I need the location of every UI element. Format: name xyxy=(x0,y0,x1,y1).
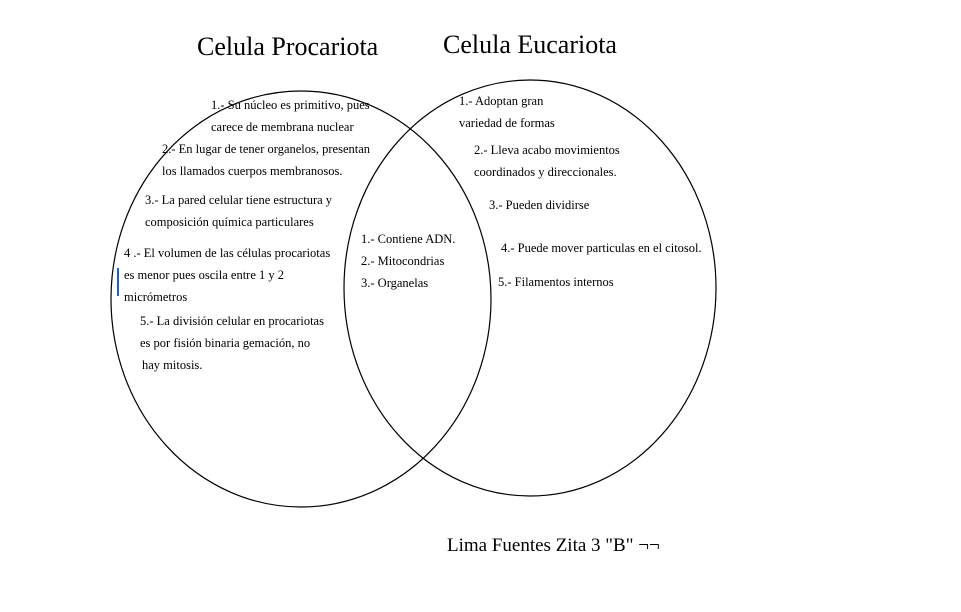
procariota-item-1: 1.- Su núcleo es primitivo, pues carece de membrana nuclear xyxy=(211,98,370,134)
procariota-item-4: 4 .- El volumen de las células procariotas es menor pues oscila entre 1 y 2 micrómetros xyxy=(124,246,331,304)
comun-item-2: 2.- Mitocondrias xyxy=(361,254,445,268)
title-procariota: Celula Procariota xyxy=(197,32,379,61)
procariota-item-3: 3.- La pared celular tiene estructura y composición química particulares xyxy=(145,193,333,229)
procariota-item-5: 5.- La división celular en procariotas es por fisión binaria gemación, no hay mitosis. xyxy=(140,314,324,372)
eucariota-item-3: 3.- Pueden dividirse xyxy=(489,198,590,212)
eucariota-item-5: 5.- Filamentos internos xyxy=(498,275,614,289)
procariota-item-2: 2.- En lugar de tener organelos, presentan los llamados cuerpos membranosos. xyxy=(162,142,371,178)
comun-item-3: 3.- Organelas xyxy=(361,276,429,290)
comun-list xyxy=(361,228,455,294)
title-eucariota: Celula Eucariota xyxy=(443,30,617,59)
eucariota-item-4: 4.- Puede mover particulas en el citosol. xyxy=(501,241,702,255)
comun-item-1: 1.- Contiene ADN. xyxy=(361,232,456,246)
eucariota-item-1: 1.- Adoptan gran variedad de formas xyxy=(459,94,555,130)
eucariota-item-2: 2.- Lleva acabo movimientos coordinados y direccionales. xyxy=(474,143,620,179)
author-footer: Lima Fuentes Zita 3 "B" ¬¬ xyxy=(447,535,660,556)
